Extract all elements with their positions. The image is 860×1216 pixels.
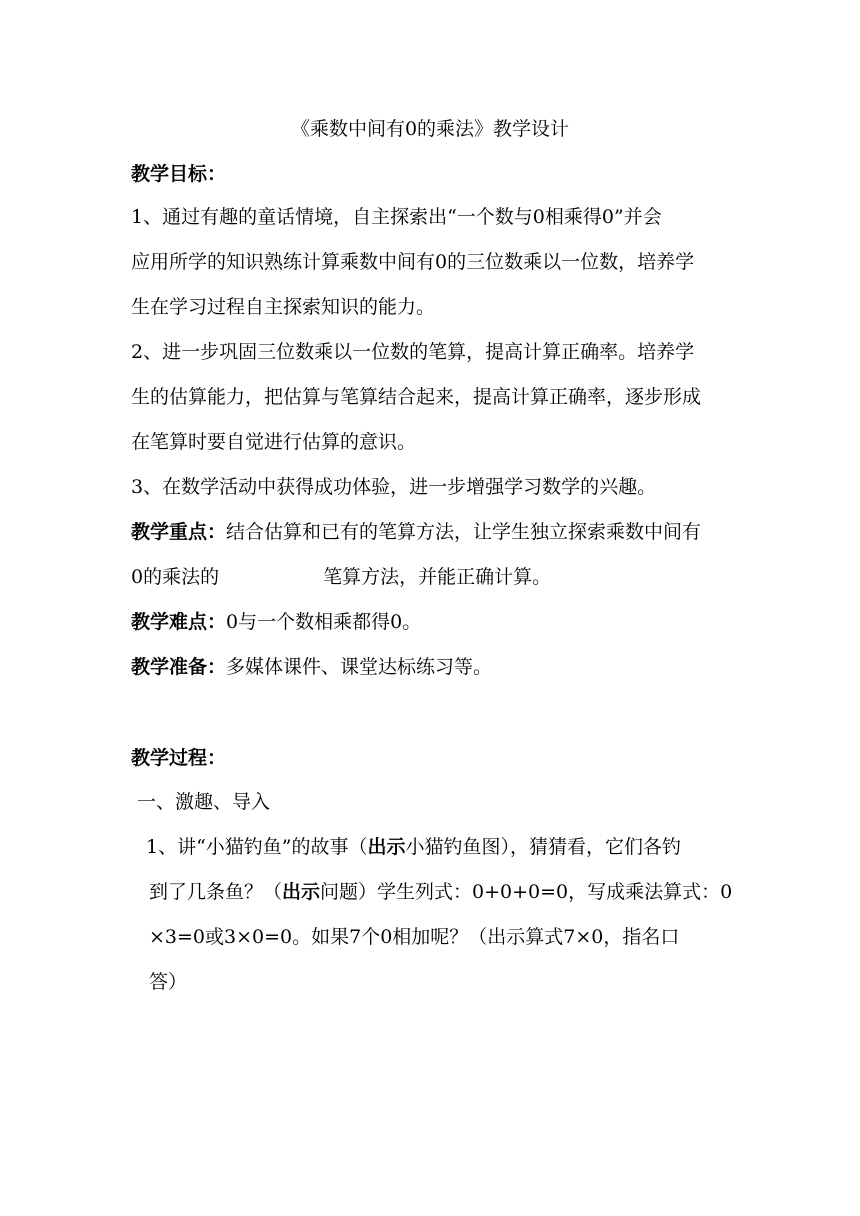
key-points-line-2 xyxy=(131,565,551,589)
objective-2-line-2: 生的估算能力，把估算与笔算结合起来，提高计算正确率，逐步形成 xyxy=(131,386,702,408)
preparation-text: 多媒体课件、课堂达标练习等。 xyxy=(226,656,493,678)
objective-1-line-2: 应用所学的知识熟练计算乘数中间有0的三位数乘以一位数，培养学 xyxy=(131,251,695,273)
process-heading: 教学过程： xyxy=(131,747,227,769)
section-1-line-3: ×3=0或3×0=0。如果7个0相加呢？（出示算式7×0，指名口 xyxy=(149,926,680,948)
key-points-line-1 xyxy=(131,520,701,544)
difficulty-text: 0与一个数相乘都得0。 xyxy=(226,611,422,633)
preparation-label: 教学准备： xyxy=(131,656,227,678)
preparation-line xyxy=(131,655,492,679)
document-title: 《乘数中间有0的乘法》教学设计 xyxy=(290,118,570,140)
key-points-text-2b: 笔算方法，并能正确计算。 xyxy=(323,566,552,588)
section-1-line-2 xyxy=(149,880,732,904)
s1-line-2-text-c: 问题）学生列式：0+0+0=0，写成乘法算式：0 xyxy=(320,881,733,903)
objective-2-line-3: 在笔算时要自觉进行估算的意识。 xyxy=(131,431,417,453)
objective-1-line-1: 1、通过有趣的童话情境，自主探索出“一个数与0相乘得0”并会 xyxy=(131,206,662,228)
s1-line-1-emphasis: 出示 xyxy=(367,836,406,858)
objective-3-line-1: 3、在数学活动中获得成功体验，进一步增强学习数学的兴趣。 xyxy=(131,476,657,498)
key-points-text: 结合估算和已有的笔算方法，让学生独立探索乘数中间有 xyxy=(226,521,702,543)
s1-line-2-text-a: 到了几条鱼？（ xyxy=(149,881,283,903)
objective-2-line-1: 2、进一步巩固三位数乘以一位数的笔算，提高计算正确率。培养学 xyxy=(131,341,695,363)
s1-line-1-text-a: 1、讲“小猫钓鱼”的故事（ xyxy=(146,836,368,858)
section-1-line-4: 答） xyxy=(149,971,188,993)
s1-line-1-text-c: 小猫钓鱼图），猜猜看，它们各钓 xyxy=(405,836,682,858)
s1-line-2-emphasis: 出示 xyxy=(282,881,321,903)
section-1-line-1 xyxy=(146,835,681,859)
objectives-heading: 教学目标： xyxy=(131,163,227,185)
objective-1-line-3: 生在学习过程自主探索知识的能力。 xyxy=(131,296,436,318)
key-points-label: 教学重点： xyxy=(131,521,227,543)
difficulty-line xyxy=(131,610,421,634)
difficulty-label: 教学难点： xyxy=(131,611,227,633)
section-1-heading: 一、激趣、导入 xyxy=(137,791,271,813)
key-points-text-2a: 0的乘法的 xyxy=(131,566,220,588)
